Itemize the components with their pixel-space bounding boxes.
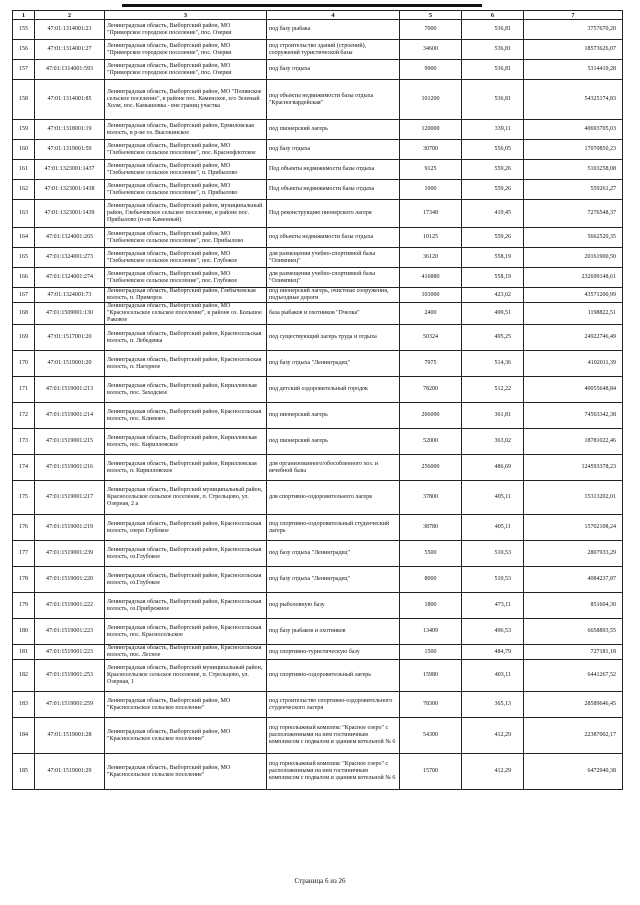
- cell-cn: 47:01:1318001:19: [35, 120, 105, 140]
- table-row: [13, 80, 623, 120]
- cell-cn: 47:01:1519001:223: [35, 645, 105, 660]
- cell-total: 5662520,35: [524, 228, 623, 248]
- cell-n: 180: [13, 619, 35, 645]
- header-cell: 5: [400, 11, 462, 20]
- table-row: [13, 403, 623, 429]
- cell-n: 155: [13, 20, 35, 40]
- cell-area: 101200: [400, 80, 462, 120]
- cell-use: под пионерский лагерь, очистные сооружения, подъездные дороги: [267, 288, 400, 303]
- cell-n: 174: [13, 455, 35, 481]
- cell-price: 512,22: [462, 377, 524, 403]
- cell-area: 103000: [400, 288, 462, 303]
- cell-area: 52000: [400, 429, 462, 455]
- cell-price: 556,05: [462, 140, 524, 160]
- table-row: [13, 718, 623, 754]
- cell-area: 9125: [400, 160, 462, 180]
- table-row: [13, 377, 623, 403]
- cell-area: 7000: [400, 20, 462, 40]
- table-row: [13, 40, 623, 60]
- cell-price: 514,36: [462, 351, 524, 377]
- cell-area: 54300: [400, 718, 462, 754]
- header-row: [13, 11, 623, 20]
- table-row: [13, 288, 623, 303]
- cell-area: 120000: [400, 120, 462, 140]
- cell-total: 5103258,08: [524, 160, 623, 180]
- cell-cn: 47:01:1519001:20: [35, 351, 105, 377]
- table-row: [13, 351, 623, 377]
- cell-total: 6472940,38: [524, 754, 623, 790]
- cell-n: 166: [13, 268, 35, 288]
- cell-price: 423,02: [462, 288, 524, 303]
- cell-cn: 47:01:1509001:130: [35, 303, 105, 325]
- cell-price: 486,69: [462, 455, 524, 481]
- cell-use: база рыбаков и охотников "Пчелка": [267, 303, 400, 325]
- cell-cn: 47:01:1519001:213: [35, 377, 105, 403]
- cell-use: под базу отдыха "Ленинградец": [267, 567, 400, 593]
- cell-cn: 47:01:1319001:59: [35, 140, 105, 160]
- cell-total: 20161900,50: [524, 248, 623, 268]
- cell-n: 185: [13, 754, 35, 790]
- cell-loc: Ленинградская область, Выборгский район, Красносельская волость, пос. Красносельское: [105, 619, 267, 645]
- cell-area: 15980: [400, 660, 462, 692]
- cell-area: 1000: [400, 180, 462, 200]
- cell-loc: Ленинградская область, Выборгский район, Красносельская волость, оз.Глубокое: [105, 541, 267, 567]
- cell-loc: Ленинградская область, Выборгский район, муниципальный район, Глебычевское сельское поселение, в районе пос. Прибылово (п-ов Каменный): [105, 200, 267, 228]
- cell-total: 4102011,39: [524, 351, 623, 377]
- table-row: [13, 660, 623, 692]
- cell-use: под существующий лагерь труда и отдыха: [267, 325, 400, 351]
- cell-area: 8000: [400, 567, 462, 593]
- cell-price: 510,53: [462, 567, 524, 593]
- cell-n: 170: [13, 351, 35, 377]
- page-footer: Страница 6 из 26: [294, 877, 346, 885]
- cell-cn: 47:01:1519001:214: [35, 403, 105, 429]
- cell-total: 4084237,87: [524, 567, 623, 593]
- header-cell: 3: [105, 11, 267, 20]
- cell-total: 15313202,01: [524, 481, 623, 515]
- table-row: [13, 140, 623, 160]
- cell-cn: 47:01:1519001:220: [35, 567, 105, 593]
- cell-total: 851604,30: [524, 593, 623, 619]
- table-row: [13, 160, 623, 180]
- cell-area: 206090: [400, 403, 462, 429]
- cell-n: 171: [13, 377, 35, 403]
- cell-cn: 47:01:1324001:273: [35, 248, 105, 268]
- cell-n: 169: [13, 325, 35, 351]
- cell-price: 419,45: [462, 200, 524, 228]
- cell-use: под пионерский лагерь: [267, 120, 400, 140]
- table-row: [13, 645, 623, 660]
- cell-use: под объекты недвижимости базы отдыха: [267, 228, 400, 248]
- cell-price: 536,81: [462, 20, 524, 40]
- cell-loc: Ленинградская область, Выборгский район, Красносельская волость, озеро Глубокое: [105, 515, 267, 541]
- cell-total: 24922746,49: [524, 325, 623, 351]
- cell-total: 18781022,46: [524, 429, 623, 455]
- cell-cn: 47:01:1517001:20: [35, 325, 105, 351]
- cell-loc: Ленинградская область, Выборгский район, Красносельская волость, п. Лебедевка: [105, 325, 267, 351]
- cell-use: для организованного/обособленного хоз. и вечебной базы: [267, 455, 400, 481]
- cell-loc: Ленинградская область, Выборгский район, Глебычевская волость, п. Приморск: [105, 288, 267, 303]
- cell-price: 365,13: [462, 692, 524, 718]
- cell-n: 183: [13, 692, 35, 718]
- cell-price: 412,29: [462, 754, 524, 790]
- cell-price: 559,26: [462, 228, 524, 248]
- cell-area: 1500: [400, 645, 462, 660]
- land-plots-table: [12, 10, 623, 790]
- cell-area: 78200: [400, 377, 462, 403]
- cell-price: 510,53: [462, 541, 524, 567]
- cell-n: 182: [13, 660, 35, 692]
- cell-area: 416880: [400, 268, 462, 288]
- table-row: [13, 455, 623, 481]
- cell-area: 9900: [400, 60, 462, 80]
- cell-total: 124593378,23: [524, 455, 623, 481]
- cell-use: под базу рыбаков и охотников: [267, 619, 400, 645]
- cell-loc: Ленинградская область, Выборгский район, Кирилловская волость, п. Кирилловское: [105, 455, 267, 481]
- cell-area: 17348: [400, 200, 462, 228]
- table-row: [13, 20, 623, 40]
- table-row: [13, 481, 623, 515]
- cell-cn: 47:01:1324001:265: [35, 228, 105, 248]
- cell-loc: Ленинградская область, Выборгский район, МО "Глебычевское сельское поселение", п. Прибылово: [105, 160, 267, 180]
- cell-total: 1198822,51: [524, 303, 623, 325]
- cell-cn: 47:01:1519001:29: [35, 754, 105, 790]
- cell-n: 179: [13, 593, 35, 619]
- cell-area: 30700: [400, 140, 462, 160]
- cell-loc: Ленинградская область, Выборгский район, Ермиловская волость, в р-не оз. Высокинское: [105, 120, 267, 140]
- cell-cn: 47:01:1314001:27: [35, 40, 105, 60]
- cell-price: 405,11: [462, 515, 524, 541]
- cell-loc: Ленинградская область, Выборгский район, МО "Глебычевское сельское поселение", пос. Глубокое: [105, 268, 267, 288]
- cell-use: под пионерский лагерь: [267, 403, 400, 429]
- cell-use: под спортивно-туристическую базу: [267, 645, 400, 660]
- cell-n: 163: [13, 200, 35, 228]
- header-cell: 1: [13, 11, 35, 20]
- cell-area: 50324: [400, 325, 462, 351]
- table-row: [13, 754, 623, 790]
- cell-area: 15700: [400, 754, 462, 790]
- cell-area: 7975: [400, 351, 462, 377]
- cell-cn: 47:01:1519001:223: [35, 619, 105, 645]
- cell-area: 78300: [400, 692, 462, 718]
- table-row: [13, 200, 623, 228]
- cell-loc: Ленинградская область, Выборгский район, МО "Полянское сельское поселение", в районе пос. Каменское, п/о Зеленый Холм, пос. Камышовка - вне границ участка: [105, 80, 267, 120]
- cell-n: 184: [13, 718, 35, 754]
- cell-loc: Ленинградская область, Выборгский район, МО "Красносельское сельское поселение", в районе оз. Большое Раковое: [105, 303, 267, 325]
- cell-price: 559,26: [462, 160, 524, 180]
- cell-cn: 47:01:1323001:1438: [35, 180, 105, 200]
- cell-use: под базу отдыха "Ленинградец": [267, 351, 400, 377]
- cell-use: для размещения учебно-спортивной базы "Олимпиец": [267, 248, 400, 268]
- cell-use: под базу отдыха: [267, 60, 400, 80]
- cell-use: под горнолыжный комплекс "Красное озеро" с расположенными на нем гостиничным комплексом с подвалом и зданием котельной № 6: [267, 718, 400, 754]
- cell-loc: Ленинградская область, Выборгский район, МО "Глебычевское сельское поселение", п. Прибылово: [105, 180, 267, 200]
- cell-cn: 47:01:1519001:239: [35, 541, 105, 567]
- cell-n: 156: [13, 40, 35, 60]
- table-row: [13, 303, 623, 325]
- cell-loc: Ленинградская область, Выборгский муниципальный район, Красносельское сельское поселение, п. Стрельцово, ул. Озерная, 2 а: [105, 481, 267, 515]
- cell-use: для размещения учебно-спортивной базы "Олимпиец": [267, 268, 400, 288]
- cell-total: 22387002,17: [524, 718, 623, 754]
- cell-use: под горнолыжный комплекс "Красное озеро" с расположенными на нем гостиничным комплексом с подвалом и зданием котельной № 6: [267, 754, 400, 790]
- cell-price: 558,19: [462, 268, 524, 288]
- cell-total: 40055648,84: [524, 377, 623, 403]
- cell-loc: Ленинградская область, Выборгский район, МО "Красносельское сельское поселение": [105, 718, 267, 754]
- cell-price: 559,26: [462, 180, 524, 200]
- cell-total: 3757670,20: [524, 20, 623, 40]
- cell-loc: Ленинградская область, Выборгский район, МО "Приморское городское поселение", пос. Озерки: [105, 40, 267, 60]
- cell-cn: 47:01:1314001:85: [35, 80, 105, 120]
- cell-n: 177: [13, 541, 35, 567]
- cell-cn: 47:01:1519001:253: [35, 660, 105, 692]
- cell-area: 1800: [400, 593, 462, 619]
- cell-n: 172: [13, 403, 35, 429]
- cell-n: 178: [13, 567, 35, 593]
- cell-total: 727181,18: [524, 645, 623, 660]
- cell-cn: 47:01:1324001:274: [35, 268, 105, 288]
- header-cell: 4: [267, 11, 400, 20]
- cell-cn: 47:01:1323001:1439: [35, 200, 105, 228]
- cell-loc: Ленинградская область, Выборгский район, Красносельская волость, п. Нагорное: [105, 351, 267, 377]
- cell-price: 484,79: [462, 645, 524, 660]
- top-rule: [122, 4, 482, 7]
- cell-n: 168: [13, 303, 35, 325]
- table-row: [13, 248, 623, 268]
- cell-price: 339,11: [462, 120, 524, 140]
- cell-loc: Ленинградская область, Выборгский район, Красносельская волость, пос. Климово: [105, 403, 267, 429]
- cell-price: 403,11: [462, 660, 524, 692]
- cell-n: 160: [13, 140, 35, 160]
- cell-n: 175: [13, 481, 35, 515]
- cell-use: под спортивно-оздоровительный студенческий лагерь: [267, 515, 400, 541]
- cell-total: 28589646,45: [524, 692, 623, 718]
- cell-cn: 47:01:1519001:216: [35, 455, 105, 481]
- cell-price: 496,53: [462, 619, 524, 645]
- cell-use: под спортивно-оздоровительный лагерь: [267, 660, 400, 692]
- cell-use: под строительство зданий (строений), сооружений туристической базы: [267, 40, 400, 60]
- cell-use: под строительство спортивно-оздоровительного студенческого лагеря: [267, 692, 400, 718]
- cell-n: 181: [13, 645, 35, 660]
- cell-total: 2807933,29: [524, 541, 623, 567]
- cell-n: 164: [13, 228, 35, 248]
- cell-cn: 47:01:1314001:23: [35, 20, 105, 40]
- cell-price: 412,29: [462, 718, 524, 754]
- cell-cn: 47:01:1519001:222: [35, 593, 105, 619]
- cell-n: 165: [13, 248, 35, 268]
- cell-loc: Ленинградская область, Выборгский район, МО "Глебычевское сельское поселение", пос. Прибылово: [105, 228, 267, 248]
- cell-n: 162: [13, 180, 35, 200]
- header-cell: 2: [35, 11, 105, 20]
- cell-price: 558,19: [462, 248, 524, 268]
- cell-area: 2400: [400, 303, 462, 325]
- cell-loc: Ленинградская область, Выборгский муниципальный район, Красносельское сельское поселение, п. Стрельцово, ул. Озерная, 1: [105, 660, 267, 692]
- cell-total: 232699148,61: [524, 268, 623, 288]
- cell-area: 37800: [400, 481, 462, 515]
- table-row: [13, 541, 623, 567]
- cell-loc: Ленинградская область, Выборгский район, МО "Приморское городское поселение", пос. Озерки: [105, 20, 267, 40]
- table-row: [13, 567, 623, 593]
- cell-price: 473,11: [462, 593, 524, 619]
- cell-area: 256000: [400, 455, 462, 481]
- cell-area: 38780: [400, 515, 462, 541]
- table-row: [13, 429, 623, 455]
- cell-use: Под реконструкцию пионерского лагеря: [267, 200, 400, 228]
- cell-price: 499,51: [462, 303, 524, 325]
- cell-total: 6658893,55: [524, 619, 623, 645]
- cell-loc: Ленинградская область, Выборгский район, МО "Приморское городское поселение", пос. Озерки: [105, 60, 267, 80]
- cell-total: 7276548,37: [524, 200, 623, 228]
- cell-total: 17070850,23: [524, 140, 623, 160]
- cell-n: 176: [13, 515, 35, 541]
- table-row: [13, 120, 623, 140]
- cell-price: 495,25: [462, 325, 524, 351]
- cell-cn: 47:01:1519001:217: [35, 481, 105, 515]
- cell-loc: Ленинградская область, Выборгский район, Красносельская волость, пос. Лесное: [105, 645, 267, 660]
- cell-price: 536,81: [462, 80, 524, 120]
- cell-use: Под объекты недвижимости базы отдыха: [267, 180, 400, 200]
- cell-loc: Ленинградская область, Выборгский район, МО "Красносельское сельское поселение": [105, 754, 267, 790]
- cell-cn: 47:01:1519001:215: [35, 429, 105, 455]
- cell-use: под детский оздоровительный городок: [267, 377, 400, 403]
- cell-use: под пионерский лагерь: [267, 429, 400, 455]
- cell-loc: Ленинградская область, Выборгский район, МО "Глебычевское сельское поселение", пос. Краснофлотское: [105, 140, 267, 160]
- cell-total: 6441267,52: [524, 660, 623, 692]
- table-row: [13, 692, 623, 718]
- cell-use: под базу отдыха: [267, 140, 400, 160]
- cell-total: 15702108,24: [524, 515, 623, 541]
- cell-cn: 47:01:1519001:219: [35, 515, 105, 541]
- cell-n: 161: [13, 160, 35, 180]
- cell-area: 13409: [400, 619, 462, 645]
- cell-loc: Ленинградская область, Выборгский район, МО "Глебычевское сельское поселение", пос. Глубокое: [105, 248, 267, 268]
- table-row: [13, 228, 623, 248]
- cell-area: 10125: [400, 228, 462, 248]
- cell-n: 159: [13, 120, 35, 140]
- cell-loc: Ленинградская область, Выборгский район, Красносельская волость, оз.Глубокое: [105, 567, 267, 593]
- cell-total: 54325174,83: [524, 80, 623, 120]
- cell-price: 405,11: [462, 481, 524, 515]
- cell-total: 559261,27: [524, 180, 623, 200]
- table-row: [13, 619, 623, 645]
- cell-use: под рыболовную базу: [267, 593, 400, 619]
- table-row: [13, 60, 623, 80]
- cell-area: 36120: [400, 248, 462, 268]
- table-row: [13, 268, 623, 288]
- cell-n: 173: [13, 429, 35, 455]
- cell-loc: Ленинградская область, Выборгский район, Кирилловская волость, пос. Заходское: [105, 377, 267, 403]
- table-row: [13, 515, 623, 541]
- cell-use: Под объекты недвижимости базы отдыха: [267, 160, 400, 180]
- cell-total: 40693705,03: [524, 120, 623, 140]
- cell-use: для спортивно-оздоровительного лагеря: [267, 481, 400, 515]
- cell-cn: 47:01:1324001:73: [35, 288, 105, 303]
- cell-n: 158: [13, 80, 35, 120]
- cell-total: 18573626,07: [524, 40, 623, 60]
- cell-n: 167: [13, 288, 35, 303]
- header-cell: 7: [524, 11, 623, 20]
- cell-cn: 47:01:1323001:1437: [35, 160, 105, 180]
- table-row: [13, 593, 623, 619]
- cell-use: под объекты недвижимости базы отдыха "Красногвардейская": [267, 80, 400, 120]
- table-body: [13, 20, 623, 790]
- cell-area: 34600: [400, 40, 462, 60]
- cell-cn: 47:01:1314001:593: [35, 60, 105, 80]
- cell-area: 5500: [400, 541, 462, 567]
- table-row: [13, 180, 623, 200]
- cell-loc: Ленинградская область, Выборгский район, Красносельская волость, оз.Прибрежное: [105, 593, 267, 619]
- cell-total: 5314419,28: [524, 60, 623, 80]
- cell-total: 43571200,99: [524, 288, 623, 303]
- cell-total: 74563342,38: [524, 403, 623, 429]
- cell-loc: Ленинградская область, Выборгский район, МО "Красносельское сельское поселение": [105, 692, 267, 718]
- cell-price: 361,81: [462, 403, 524, 429]
- cell-cn: 47:01:1519001:28: [35, 718, 105, 754]
- cell-use: под базу рыбака: [267, 20, 400, 40]
- cell-price: 363,02: [462, 429, 524, 455]
- cell-price: 536,81: [462, 40, 524, 60]
- cell-n: 157: [13, 60, 35, 80]
- cell-use: под базу отдыха "Ленинградец": [267, 541, 400, 567]
- cell-loc: Ленинградская область, Выборгский район, Кирилловская волость, пос. Кирилловское: [105, 429, 267, 455]
- header-cell: 6: [462, 11, 524, 20]
- table-row: [13, 325, 623, 351]
- cell-price: 536,81: [462, 60, 524, 80]
- cell-cn: 47:01:1519001:259: [35, 692, 105, 718]
